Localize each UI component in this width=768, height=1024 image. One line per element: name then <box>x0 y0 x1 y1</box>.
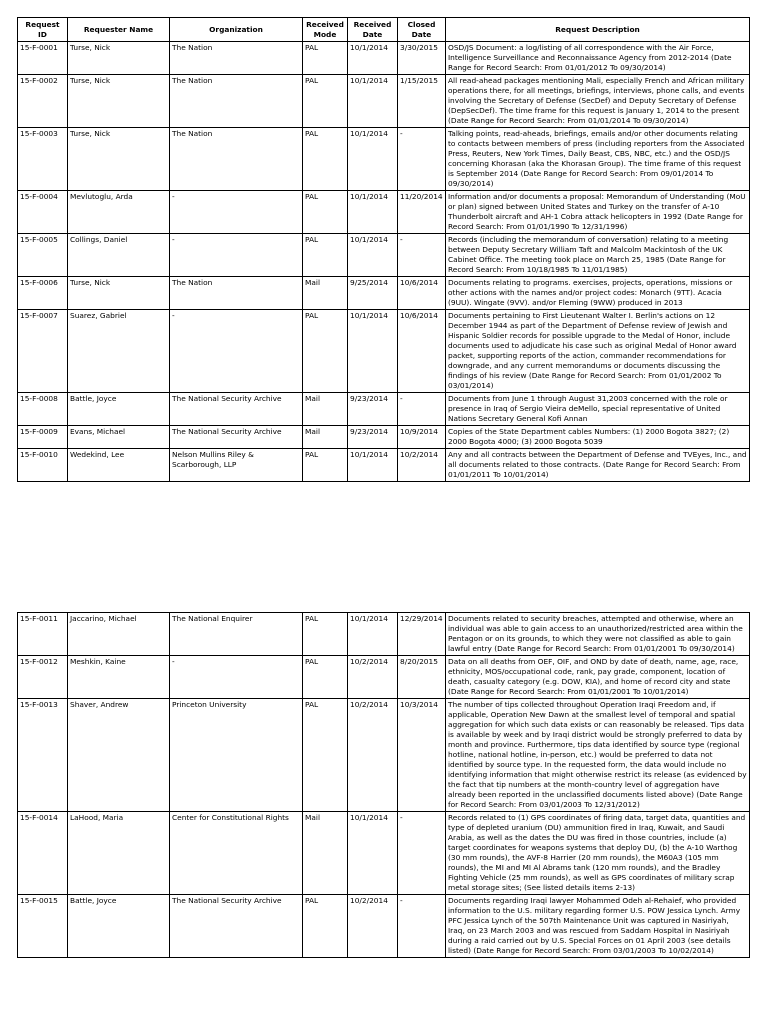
table-row <box>18 191 750 234</box>
cell-requester-name: Jaccarino, Michael <box>68 613 170 656</box>
table-row <box>18 812 750 895</box>
cell-request-id: 15-F-0002 <box>18 75 68 128</box>
cell-request-id: 15-F-0009 <box>18 426 68 449</box>
table-row <box>18 613 750 656</box>
cell-request-description: Talking points, read-aheads, briefings, emails and/or other documents relating to contacts between members of press (including reporters from the Associated Press, Reuters, New York Times, Daily Beast, CBS, NBC, etc.) and the OSD/JS concerning Khorasan (aka the Khorasan Group). The time frame of this request is September 2014 (Date Range for Record Search: From 09/01/2014 To 09/30/2014) <box>446 128 750 191</box>
cell-requester-name: Turse, Nick <box>68 277 170 310</box>
cell-received-mode: PAL <box>303 42 348 75</box>
cell-requester-name: Turse, Nick <box>68 75 170 128</box>
cell-organization: Princeton University <box>170 699 303 812</box>
cell-received-date: 10/1/2014 <box>348 449 398 482</box>
table-row <box>18 895 750 958</box>
foia-log-table-page-2 <box>17 612 750 958</box>
cell-closed-date: - <box>398 234 446 277</box>
cell-closed-date: 1/15/2015 <box>398 75 446 128</box>
cell-request-id: 15-F-0004 <box>18 191 68 234</box>
cell-organization: - <box>170 656 303 699</box>
table-row <box>18 75 750 128</box>
cell-received-date: 10/1/2014 <box>348 75 398 128</box>
cell-closed-date: 10/2/2014 <box>398 449 446 482</box>
cell-received-mode: PAL <box>303 895 348 958</box>
cell-received-mode: PAL <box>303 310 348 393</box>
header-request-id: Request ID <box>18 18 68 42</box>
cell-received-date: 10/2/2014 <box>348 656 398 699</box>
table-row <box>18 426 750 449</box>
cell-received-mode: PAL <box>303 613 348 656</box>
cell-received-mode: PAL <box>303 128 348 191</box>
cell-request-id: 15-F-0007 <box>18 310 68 393</box>
cell-requester-name: Wedekind, Lee <box>68 449 170 482</box>
cell-organization: The National Enquirer <box>170 613 303 656</box>
cell-received-date: 10/2/2014 <box>348 699 398 812</box>
cell-received-date: 10/1/2014 <box>348 234 398 277</box>
cell-request-description: Documents pertaining to First Lieutenant Walter I. Berlin's actions on 12 December 1944 as part of the Department of Defense review of Jewish and Hispanic Soldier records for possible upgrade to the Medal of Honor, include documents used to adjudicate his case such as original Medal of Honor award packet, supporting reports of the action, commander recommendations for downgrade, and any current memorandums or documents discussing the findings of his review (Date Range for Record Search: From 01/01/2002 To 03/01/2014) <box>446 310 750 393</box>
cell-organization: - <box>170 191 303 234</box>
cell-organization: The National Security Archive <box>170 393 303 426</box>
cell-organization: Center for Constitutional Rights <box>170 812 303 895</box>
cell-closed-date: 10/6/2014 <box>398 277 446 310</box>
cell-request-description: All read-ahead packages mentioning Mali, especially French and African military operations there, for all meetings, briefings, interviews, phone calls, and events involving the Secretary of Defense (SecDef) and Deputy Secretary of Defense (DepSecDef). The time frame for this request is January 1, 2014 to the present (Date Range for Record Search: From 01/01/2014 To 09/30/2014) <box>446 75 750 128</box>
header-request-description: Request Description <box>446 18 750 42</box>
table-row <box>18 234 750 277</box>
cell-closed-date: - <box>398 393 446 426</box>
cell-received-mode: PAL <box>303 191 348 234</box>
cell-closed-date: - <box>398 895 446 958</box>
cell-received-mode: PAL <box>303 234 348 277</box>
cell-received-date: 10/1/2014 <box>348 812 398 895</box>
cell-received-mode: Mail <box>303 812 348 895</box>
cell-request-description: Documents related to security breaches, attempted and otherwise, where an individual was able to gain access to an unauthorized/restricted area within the Pentagon or on its grounds, to which they were not classified as able to gain lawful entry (Date Range for Record Search: From 01/01/2001 To 09/30/2014) <box>446 613 750 656</box>
cell-received-mode: Mail <box>303 393 348 426</box>
cell-request-description: The number of tips collected throughout Operation Iraqi Freedom and, if applicable, Operation New Dawn at the smallest level of temporal and spatial aggregation for which such data exists or can reasonably be released. Tips data is available by week and by Iraqi district would be strongly preferred to data by month and province. Furthermore, tips data identified by source type (regional hotline, national hotline, in-person, etc.) would be preferred to data not identified by source type. In the requested form, the data would include no identifying information that might otherwise restrict its release (as evidenced by the fact that tip numbers at the month-country level of aggregation have already been reported in the unclassified documents listed above) (Date Range for Record Search: From 03/01/2003 To 12/31/2012) <box>446 699 750 812</box>
cell-closed-date: 11/20/2014 <box>398 191 446 234</box>
cell-request-description: Copies of the State Department cables Numbers: (1) 2000 Bogota 3827; (2) 2000 Bogota 4000; (3) 2000 Bogota 5039 <box>446 426 750 449</box>
table-body-page-2 <box>18 613 750 958</box>
cell-requester-name: Collings, Daniel <box>68 234 170 277</box>
table-row <box>18 277 750 310</box>
cell-received-date: 9/23/2014 <box>348 393 398 426</box>
cell-received-date: 10/1/2014 <box>348 42 398 75</box>
cell-requester-name: LaHood, Maria <box>68 812 170 895</box>
cell-received-date: 10/1/2014 <box>348 310 398 393</box>
cell-received-mode: PAL <box>303 75 348 128</box>
cell-requester-name: Evans, Michael <box>68 426 170 449</box>
table-row <box>18 393 750 426</box>
cell-received-date: 10/2/2014 <box>348 895 398 958</box>
cell-request-id: 15-F-0015 <box>18 895 68 958</box>
cell-request-id: 15-F-0012 <box>18 656 68 699</box>
cell-received-date: 10/1/2014 <box>348 613 398 656</box>
table-body-page-1 <box>18 42 750 482</box>
table-row <box>18 42 750 75</box>
cell-organization: Nelson Mullins Riley & Scarborough, LLP <box>170 449 303 482</box>
cell-closed-date: 8/20/2015 <box>398 656 446 699</box>
table-row <box>18 699 750 812</box>
cell-received-mode: Mail <box>303 277 348 310</box>
header-organization: Organization <box>170 18 303 42</box>
cell-request-id: 15-F-0001 <box>18 42 68 75</box>
cell-received-date: 9/25/2014 <box>348 277 398 310</box>
cell-organization: The Nation <box>170 75 303 128</box>
cell-organization: The Nation <box>170 128 303 191</box>
cell-closed-date: 3/30/2015 <box>398 42 446 75</box>
header-received-mode: Received Mode <box>303 18 348 42</box>
cell-requester-name: Shaver, Andrew <box>68 699 170 812</box>
cell-closed-date: 10/6/2014 <box>398 310 446 393</box>
table-header-row <box>18 18 750 42</box>
cell-requester-name: Battle, Joyce <box>68 895 170 958</box>
cell-request-id: 15-F-0003 <box>18 128 68 191</box>
cell-closed-date: 12/29/2014 <box>398 613 446 656</box>
header-requester-name: Requester Name <box>68 18 170 42</box>
cell-requester-name: Turse, Nick <box>68 42 170 75</box>
cell-received-mode: PAL <box>303 449 348 482</box>
cell-received-mode: PAL <box>303 656 348 699</box>
cell-received-date: 10/1/2014 <box>348 128 398 191</box>
cell-request-description: Documents regarding Iraqi lawyer Mohammed Odeh al-Rehaief, who provided information to the U.S. military regarding former U.S. POW Jessica Lynch. Army PFC Jessica Lynch of the 507th Maintenance Unit was captured in Nasiriyah, Iraq, on 23 March 2003 and was rescued from Saddam Hospital in Nasiriyah during a raid carried out by U.S. Special Forces on 01 April 2003 (see details listed) (Date Range for Record Search: From 03/01/2003 To 10/02/2014) <box>446 895 750 958</box>
cell-received-mode: Mail <box>303 426 348 449</box>
cell-request-description: OSD/JS Document: a log/listing of all correspondence with the Air Force, Intelligence Surveillance and Reconnaissance Agency from 2012-2014 (Date Range for Record Search: From 01/01/2012 To 09/30/2014) <box>446 42 750 75</box>
cell-requester-name: Meshkin, Kaine <box>68 656 170 699</box>
cell-request-id: 15-F-0008 <box>18 393 68 426</box>
cell-requester-name: Battle, Joyce <box>68 393 170 426</box>
cell-request-description: Information and/or documents a proposal: Memorandum of Understanding (MoU or plan) signed between United States and Turkey on the transfer of A-10 Thunderbolt aircraft and AH-1 Cobra attack helicopters in 1992 (Date Range for Record Search: From 01/01/1990 To 12/31/1996) <box>446 191 750 234</box>
cell-request-id: 15-F-0011 <box>18 613 68 656</box>
cell-closed-date: 10/3/2014 <box>398 699 446 812</box>
cell-request-id: 15-F-0006 <box>18 277 68 310</box>
table-row <box>18 128 750 191</box>
cell-requester-name: Turse, Nick <box>68 128 170 191</box>
cell-closed-date: - <box>398 812 446 895</box>
cell-request-id: 15-F-0005 <box>18 234 68 277</box>
cell-received-mode: PAL <box>303 699 348 812</box>
cell-request-id: 15-F-0014 <box>18 812 68 895</box>
cell-request-description: Records related to (1) GPS coordinates of firing data, target data, quantities and type of depleted uranium (DU) ammunition fired in Iraq, Kuwait, and Saudi Arabia, as well as the dates the DU was fired in those countries, include (a) target coordinates for weapons systems that deploy DU, (b) the A-10 Warthog (30 mm rounds), the AVF-8 Harrier (20 mm rounds), the M60A3 (105 mm rounds), the MI and MI Al Abrams tank (120 mm rounds), and the Bradley Fighting Vehicle (25 mm rounds), as well as GPS coordinates of military scrap metal storage sites; (See listed details items 2-13) <box>446 812 750 895</box>
cell-request-id: 15-F-0013 <box>18 699 68 812</box>
table-row <box>18 310 750 393</box>
cell-request-description: Records (including the memorandum of conversation) relating to a meeting between Deputy Secretary William Taft and Malcolm Mackintosh of the UK Cabinet Office. The meeting took place on March 25, 1985 (Date Range for Record Search: From 10/18/1985 To 11/01/1985) <box>446 234 750 277</box>
cell-request-description: Any and all contracts between the Department of Defense and TVEyes, Inc., and all documents related to those contracts. (Date Range for Record Search: From 01/01/2011 To 10/01/2014) <box>446 449 750 482</box>
cell-request-description: Data on all deaths from OEF, OIF, and OND by date of death, name, age, race, ethnicity, MOS/occupational code, rank, pay grade, component, location of death, casualty category (e.g. DOW, KIA), and home of record city and state (Date Range for Record Search: From 01/01/2001 To 10/01/2014) <box>446 656 750 699</box>
cell-organization: The National Security Archive <box>170 895 303 958</box>
cell-organization: - <box>170 234 303 277</box>
cell-request-description: Documents relating to programs. exercises, projects, operations, missions or other actions with the names and/or project codes: Monarch (9TT). Acacia (9UU). Wingate (9VV). and/or Fleming (9WW) produced in 2013 <box>446 277 750 310</box>
cell-request-id: 15-F-0010 <box>18 449 68 482</box>
cell-organization: The National Security Archive <box>170 426 303 449</box>
header-received-date: Received Date <box>348 18 398 42</box>
cell-request-description: Documents from June 1 through August 31,2003 concerned with the role or presence in Iraq of Sergio Vieira deMello, special representative of United Nations Secretary General Kofi Annan <box>446 393 750 426</box>
cell-organization: The Nation <box>170 42 303 75</box>
cell-received-date: 9/23/2014 <box>348 426 398 449</box>
cell-organization: The Nation <box>170 277 303 310</box>
header-closed-date: Closed Date <box>398 18 446 42</box>
cell-requester-name: Suarez, Gabriel <box>68 310 170 393</box>
foia-log-table-page-1 <box>17 17 750 482</box>
table-row <box>18 449 750 482</box>
cell-organization: - <box>170 310 303 393</box>
table-row <box>18 656 750 699</box>
cell-requester-name: Mevlutoglu, Arda <box>68 191 170 234</box>
cell-received-date: 10/1/2014 <box>348 191 398 234</box>
cell-closed-date: - <box>398 128 446 191</box>
cell-closed-date: 10/9/2014 <box>398 426 446 449</box>
